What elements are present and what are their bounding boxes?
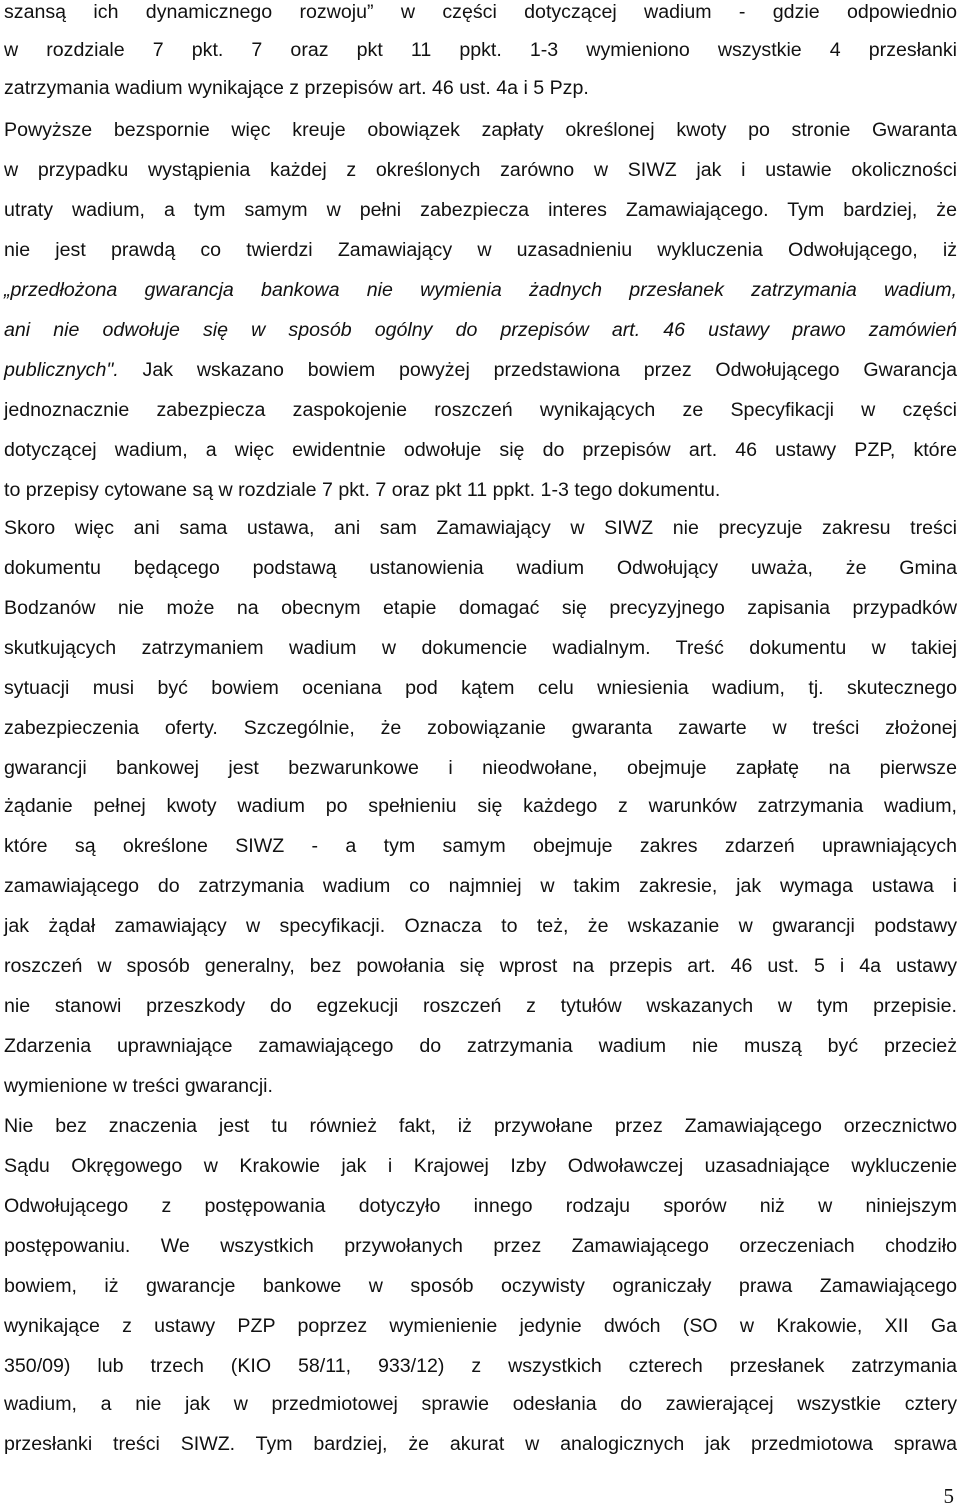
text-line <box>4 914 957 938</box>
text-segment: to przepisy cytowane są w rozdziale 7 pkt. 7 oraz pkt 11 ppkt. 1-3 tego dokumentu. <box>4 479 721 501</box>
text-line <box>4 834 957 858</box>
text-segment: 350/09) lub trzech (KIO 58/11, 933/12) z wszystkich czterech przesłanek zatrzymania <box>4 1355 957 1377</box>
text-line <box>4 358 957 382</box>
text-segment: jednoznacznie zabezpiecza zaspokojenie roszczeń wynikających ze Specyfikacji w części <box>4 399 957 421</box>
text-line <box>4 794 957 818</box>
text-line <box>4 1034 957 1058</box>
text-segment: wadium, a nie jak w przedmiotowej sprawie odesłania do zawierającej wszystkie cztery <box>4 1393 957 1415</box>
text-segment: zatrzymania wadium wynikające z przepisów art. 46 ust. 4a i 5 Pzp. <box>4 77 589 99</box>
text-segment: wynikające z ustawy PZP poprzez wymienienie jedynie dwóch (SO w Krakowie, XII Ga <box>4 1315 957 1337</box>
text-segment: bowiem, iż gwarancje bankowe w sposób oczywisty ograniczały prawa Zamawiającego <box>4 1275 957 1297</box>
text-line <box>4 1074 957 1098</box>
text-segment: zamawiającego do zatrzymania wadium co najmniej w takim zakresie, jak wymaga ustawa i <box>4 875 957 897</box>
text-segment: dotyczącej wadium, a więc ewidentnie odwołuje się do przepisów art. 46 ustawy PZP, które <box>4 439 957 461</box>
text-segment: roszczeń w sposób generalny, bez powołania się wprost na przepis art. 46 ust. 5 i 4a ustawy <box>4 955 957 977</box>
text-segment: jak żądał zamawiający w specyfikacji. Oznacza to też, że wskazanie w gwarancji podstawy <box>4 915 957 937</box>
text-line <box>4 756 957 780</box>
text-line <box>4 158 957 182</box>
text-line <box>4 118 957 142</box>
text-line <box>4 1154 957 1178</box>
text-segment: Sądu Okręgowego w Krakowie jak i Krajowej Izby Odwoławczej uzasadniające wykluczenie <box>4 1155 957 1177</box>
text-segment: Skoro więc ani sama ustawa, ani sam Zamawiający w SIWZ nie precyzuje zakresu treści <box>4 517 957 539</box>
text-segment: szansą ich dynamicznego rozwoju” w części dotyczącej wadium - gdzie odpowiednio <box>4 1 957 23</box>
text-line <box>4 478 957 502</box>
text-line <box>4 676 957 700</box>
text-line <box>4 278 957 302</box>
text-line <box>4 198 957 222</box>
text-segment: Nie bez znaczenia jest tu również fakt, iż przywołane przez Zamawiającego orzecznictwo <box>4 1115 957 1137</box>
text-line <box>4 994 957 1018</box>
text-line <box>4 1314 957 1338</box>
text-segment: gwarancji bankowej jest bezwarunkowe i nieodwołane, obejmuje zapłatę na pierwsze <box>4 757 957 779</box>
text-segment: dokumentu będącego podstawą ustanowienia wadium Odwołujący uważa, że Gmina <box>4 557 957 579</box>
text-line <box>4 318 957 342</box>
text-line <box>4 1432 957 1456</box>
text-line <box>4 38 957 62</box>
text-segment: „przedłożona gwarancja bankowa nie wymienia żadnych przesłanek zatrzymania wadium, <box>4 279 957 301</box>
text-line <box>4 516 957 540</box>
text-segment: Powyższe bezspornie więc kreuje obowiązek zapłaty określonej kwoty po stronie Gwaranta <box>4 119 957 141</box>
text-segment: utraty wadium, a tym samym w pełni zabezpiecza interes Zamawiającego. Tym bardziej, że <box>4 199 957 221</box>
text-line <box>4 1194 957 1218</box>
text-segment: nie jest prawdą co twierdzi Zamawiający w uzasadnieniu wykluczenia Odwołującego, iż <box>4 239 957 261</box>
text-line <box>4 76 957 100</box>
text-segment: sytuacji musi być bowiem oceniana pod kątem celu wniesienia wadium, tj. skutecznego <box>4 677 957 699</box>
text-segment: w rozdziale 7 pkt. 7 oraz pkt 11 ppkt. 1-3 wymieniono wszystkie 4 przesłanki <box>4 39 957 61</box>
text-segment: które są określone SIWZ - a tym samym obejmuje zakres zdarzeń uprawniających <box>4 835 957 857</box>
text-line <box>4 1114 957 1138</box>
text-line <box>4 0 957 24</box>
text-line <box>4 556 957 580</box>
text-segment: żądanie pełnej kwoty wadium po spełnieniu się każdego z warunków zatrzymania wadium, <box>4 795 957 817</box>
text-segment: przesłanki treści SIWZ. Tym bardziej, że akurat w analogicznych jak przedmiotowa sprawa <box>4 1433 957 1455</box>
text-segment: wymienione w treści gwarancji. <box>4 1075 273 1097</box>
text-segment: publicznych". <box>4 359 119 381</box>
text-line <box>4 636 957 660</box>
text-line <box>4 238 957 262</box>
text-line <box>4 1354 957 1378</box>
text-segment: zabezpieczenia oferty. Szczególnie, że zobowiązanie gwaranta zawarte w treści złożonej <box>4 717 957 739</box>
text-line <box>4 716 957 740</box>
text-segment: skutkujących zatrzymaniem wadium w dokumencie wadialnym. Treść dokumentu w takiej <box>4 637 957 659</box>
text-segment: Jak wskazano bowiem powyżej przedstawiona przez Odwołującego Gwarancja <box>118 359 957 381</box>
text-line <box>4 954 957 978</box>
text-segment: w przypadku wystąpienia każdej z określonych zarówno w SIWZ jak i ustawie okoliczności <box>4 159 957 181</box>
text-segment: nie stanowi przeszkody do egzekucji roszczeń z tytułów wskazanych w tym przepisie. <box>4 995 957 1017</box>
text-line <box>4 596 957 620</box>
text-segment: Zdarzenia uprawniające zamawiającego do zatrzymania wadium nie muszą być przecież <box>4 1035 957 1057</box>
text-line <box>4 1234 957 1258</box>
text-segment: postępowaniu. We wszystkich przywołanych przez Zamawiającego orzeczeniach chodziło <box>4 1235 957 1257</box>
page-number: 5 <box>943 1484 954 1508</box>
text-segment: ani nie odwołuje się w sposób ogólny do przepisów art. 46 ustawy prawo zamówień <box>4 319 957 341</box>
text-segment: Odwołującego z postępowania dotyczyło innego rodzaju sporów niż w niniejszym <box>4 1195 957 1217</box>
text-line <box>4 1392 957 1416</box>
text-line <box>4 874 957 898</box>
text-line <box>4 438 957 462</box>
text-segment: Bodzanów nie może na obecnym etapie domagać się precyzyjnego zapisania przypadków <box>4 597 957 619</box>
text-line <box>4 398 957 422</box>
text-line <box>4 1274 957 1298</box>
